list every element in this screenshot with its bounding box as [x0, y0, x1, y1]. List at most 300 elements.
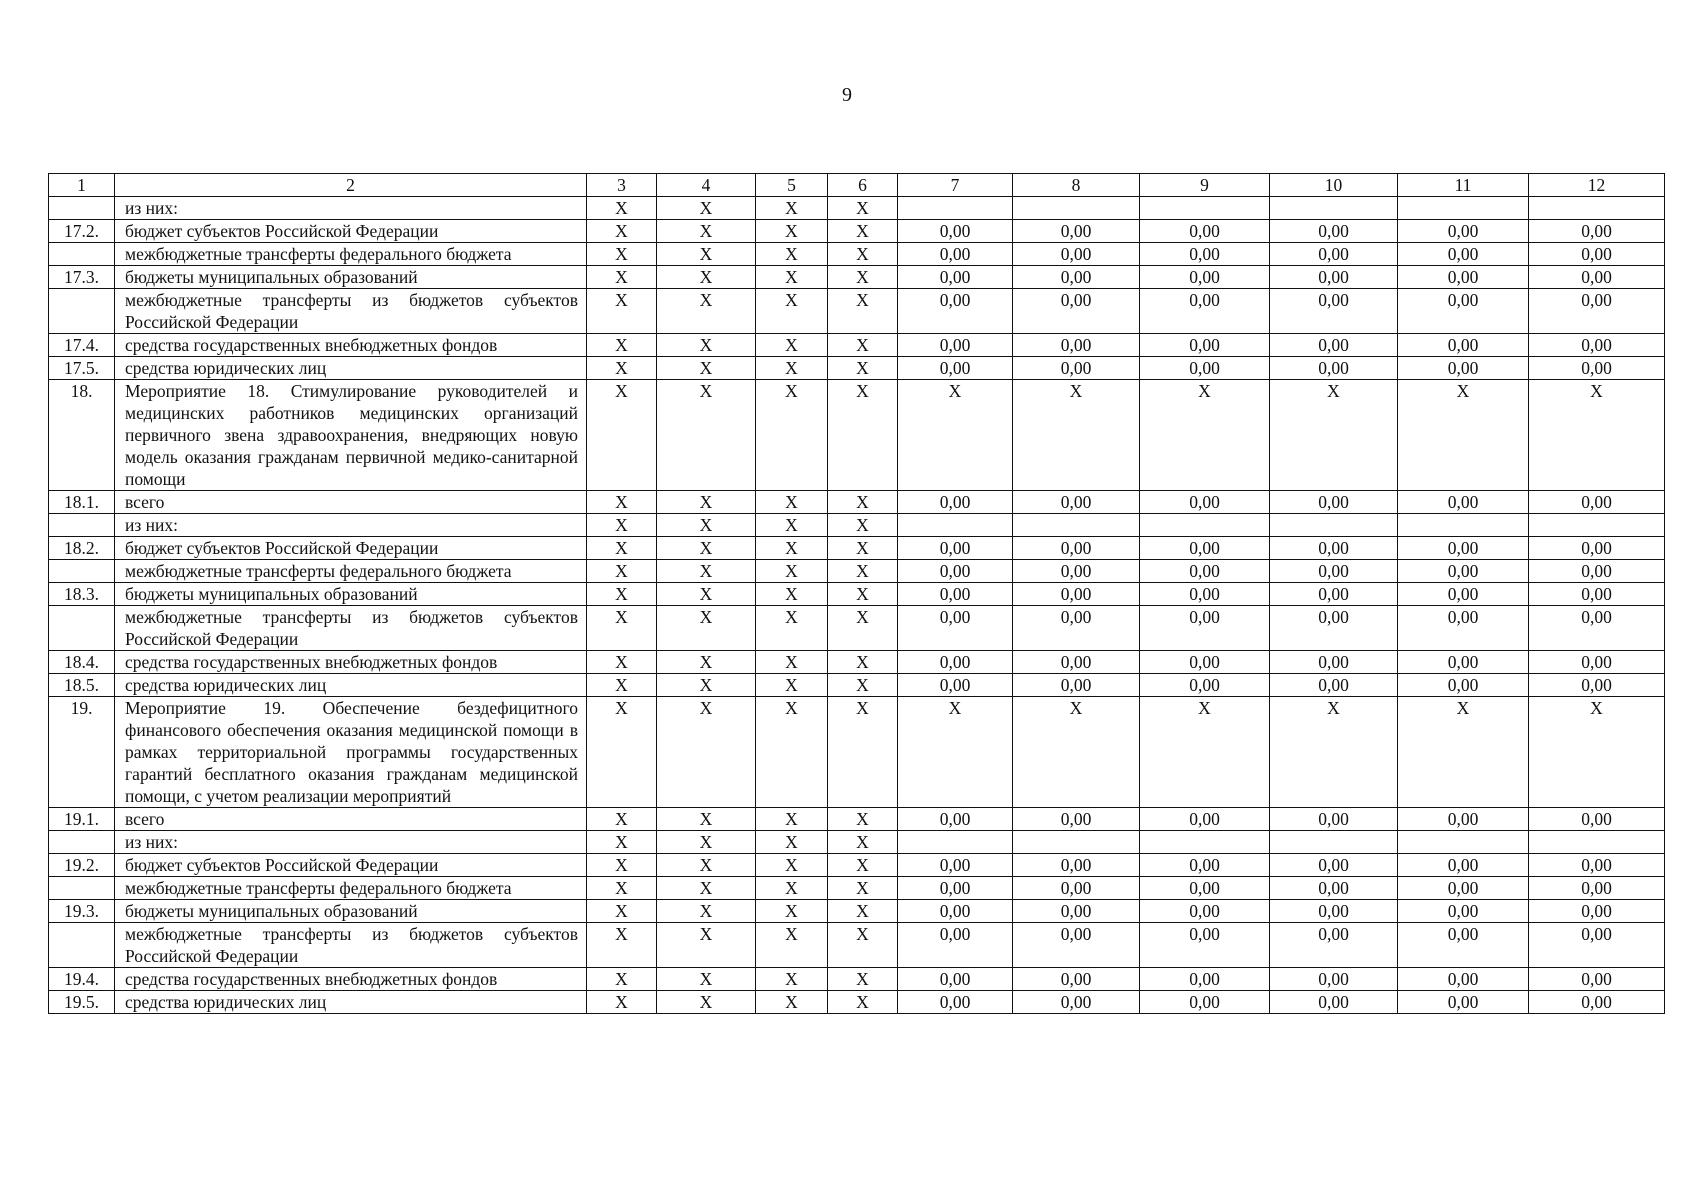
table-cell: X: [756, 583, 828, 606]
table-cell: 0,00: [898, 537, 1013, 560]
table-cell: 0,00: [1140, 583, 1270, 606]
table-cell: 0,00: [1398, 243, 1529, 266]
table-cell: X: [756, 491, 828, 514]
table-cell: X: [828, 877, 898, 900]
table-row: [49, 220, 1665, 243]
column-header: 12: [1529, 174, 1665, 197]
table-cell: 0,00: [1140, 651, 1270, 674]
table-cell: 0,00: [1398, 854, 1529, 877]
table-cell: 0,00: [1529, 334, 1665, 357]
table-cell: X: [657, 674, 756, 697]
table-cell: 0,00: [1529, 266, 1665, 289]
column-header: 1: [49, 174, 115, 197]
table-cell: X: [1013, 380, 1140, 491]
table-cell: 0,00: [1013, 266, 1140, 289]
table-cell: X: [898, 697, 1013, 808]
table-cell: 0,00: [898, 606, 1013, 651]
row-number: 18.: [49, 380, 115, 491]
table-cell: X: [828, 651, 898, 674]
table-cell: 0,00: [1140, 674, 1270, 697]
row-number: 17.4.: [49, 334, 115, 357]
table-cell: X: [587, 537, 657, 560]
table-row: [49, 923, 1665, 968]
table-cell: 0,00: [1270, 877, 1398, 900]
table-cell: X: [657, 243, 756, 266]
row-description: межбюджетные трансферты федерального бюджета: [115, 560, 587, 583]
table-cell: 0,00: [1398, 537, 1529, 560]
table-cell: [1529, 831, 1665, 854]
table-cell: 0,00: [1529, 583, 1665, 606]
row-number: 18.5.: [49, 674, 115, 697]
table-cell: X: [756, 334, 828, 357]
table-cell: X: [657, 831, 756, 854]
table-cell: X: [756, 243, 828, 266]
column-header: 4: [657, 174, 756, 197]
table-cell: 0,00: [1398, 900, 1529, 923]
table-cell: 0,00: [1270, 991, 1398, 1014]
table-cell: 0,00: [1270, 537, 1398, 560]
table-row: [49, 991, 1665, 1014]
table-cell: X: [1013, 697, 1140, 808]
row-description: средства государственных внебюджетных фондов: [115, 334, 587, 357]
table-cell: 0,00: [1398, 877, 1529, 900]
table-cell: 0,00: [1140, 357, 1270, 380]
table-cell: 0,00: [898, 900, 1013, 923]
table-cell: X: [756, 537, 828, 560]
table-cell: X: [898, 380, 1013, 491]
table-cell: 0,00: [1140, 560, 1270, 583]
table-cell: X: [828, 197, 898, 220]
table-cell: [1398, 831, 1529, 854]
table-cell: 0,00: [1529, 877, 1665, 900]
table-cell: X: [657, 334, 756, 357]
row-number: 18.1.: [49, 491, 115, 514]
table-cell: X: [587, 831, 657, 854]
table-cell: 0,00: [1529, 923, 1665, 968]
table-cell: X: [657, 877, 756, 900]
table-cell: [1140, 197, 1270, 220]
table-cell: 0,00: [1529, 289, 1665, 334]
table-cell: X: [756, 651, 828, 674]
table-cell: X: [657, 380, 756, 491]
table-cell: X: [756, 220, 828, 243]
table-cell: 0,00: [1140, 854, 1270, 877]
table-cell: X: [1140, 697, 1270, 808]
row-description: из них:: [115, 197, 587, 220]
table-cell: X: [657, 991, 756, 1014]
column-header: 3: [587, 174, 657, 197]
row-number: [49, 923, 115, 968]
row-description: всего: [115, 808, 587, 831]
table-cell: 0,00: [1140, 243, 1270, 266]
table-cell: 0,00: [1270, 334, 1398, 357]
table-cell: [1529, 197, 1665, 220]
table-cell: 0,00: [1013, 289, 1140, 334]
table-cell: 0,00: [1398, 220, 1529, 243]
table-cell: 0,00: [1013, 243, 1140, 266]
row-description: из них:: [115, 831, 587, 854]
table-row: [49, 537, 1665, 560]
column-header: 10: [1270, 174, 1398, 197]
row-description: бюджеты муниципальных образований: [115, 583, 587, 606]
row-number: 17.3.: [49, 266, 115, 289]
table-cell: X: [828, 991, 898, 1014]
table-row: [49, 289, 1665, 334]
table-cell: 0,00: [898, 491, 1013, 514]
table-cell: X: [756, 266, 828, 289]
table-cell: 0,00: [1398, 491, 1529, 514]
table-cell: 0,00: [898, 357, 1013, 380]
row-description: бюджет субъектов Российской Федерации: [115, 854, 587, 877]
table-cell: 0,00: [1013, 357, 1140, 380]
table-cell: 0,00: [1013, 651, 1140, 674]
row-number: 17.2.: [49, 220, 115, 243]
table-cell: 0,00: [898, 877, 1013, 900]
table-cell: 0,00: [1013, 583, 1140, 606]
row-description: межбюджетные трансферты из бюджетов субъектов Российской Федерации: [115, 606, 587, 651]
table-cell: X: [587, 491, 657, 514]
row-description: бюджеты муниципальных образований: [115, 266, 587, 289]
table-cell: X: [756, 560, 828, 583]
table-cell: 0,00: [1270, 491, 1398, 514]
table-cell: X: [657, 560, 756, 583]
table-cell: 0,00: [1398, 923, 1529, 968]
row-number: [49, 243, 115, 266]
table-cell: 0,00: [1270, 583, 1398, 606]
table-cell: X: [756, 831, 828, 854]
table-cell: 0,00: [1013, 560, 1140, 583]
table-cell: X: [756, 923, 828, 968]
row-description: средства юридических лиц: [115, 991, 587, 1014]
table-cell: X: [587, 968, 657, 991]
row-description: всего: [115, 491, 587, 514]
row-number: 18.3.: [49, 583, 115, 606]
table-cell: X: [756, 900, 828, 923]
table-cell: X: [657, 968, 756, 991]
row-description: межбюджетные трансферты из бюджетов субъектов Российской Федерации: [115, 923, 587, 968]
table-cell: X: [828, 289, 898, 334]
table-cell: X: [756, 808, 828, 831]
table-cell: X: [828, 357, 898, 380]
table-cell: 0,00: [1270, 808, 1398, 831]
table-cell: 0,00: [1398, 357, 1529, 380]
table-cell: 0,00: [898, 923, 1013, 968]
table-cell: X: [756, 877, 828, 900]
row-number: [49, 560, 115, 583]
table-cell: X: [828, 220, 898, 243]
row-number: [49, 606, 115, 651]
table-cell: 0,00: [1013, 808, 1140, 831]
table-cell: 0,00: [1529, 606, 1665, 651]
table-cell: X: [1398, 380, 1529, 491]
row-number: 17.5.: [49, 357, 115, 380]
table-cell: 0,00: [1398, 583, 1529, 606]
column-header: 5: [756, 174, 828, 197]
table-cell: X: [828, 923, 898, 968]
table-cell: X: [828, 697, 898, 808]
table-cell: X: [657, 854, 756, 877]
row-description: средства юридических лиц: [115, 674, 587, 697]
table-cell: X: [587, 583, 657, 606]
table-cell: X: [657, 923, 756, 968]
table-cell: 0,00: [1013, 900, 1140, 923]
row-description: межбюджетные трансферты из бюджетов субъектов Российской Федерации: [115, 289, 587, 334]
table-row: [49, 674, 1665, 697]
table-cell: 0,00: [1270, 289, 1398, 334]
table-cell: 0,00: [898, 560, 1013, 583]
table-cell: 0,00: [898, 289, 1013, 334]
table-cell: 0,00: [1529, 854, 1665, 877]
row-description: бюджет субъектов Российской Федерации: [115, 220, 587, 243]
table-cell: X: [657, 900, 756, 923]
table-cell: 0,00: [1013, 923, 1140, 968]
table-row: [49, 697, 1665, 808]
table-cell: X: [587, 808, 657, 831]
table-row: [49, 854, 1665, 877]
table-cell: [1140, 514, 1270, 537]
table-cell: 0,00: [1529, 491, 1665, 514]
table-cell: 0,00: [1013, 674, 1140, 697]
table-cell: [1270, 831, 1398, 854]
row-number: [49, 831, 115, 854]
table-cell: X: [828, 266, 898, 289]
row-number: 19.4.: [49, 968, 115, 991]
table-row: [49, 808, 1665, 831]
row-number: 18.2.: [49, 537, 115, 560]
table-cell: [1529, 514, 1665, 537]
row-number: 19.1.: [49, 808, 115, 831]
table-cell: 0,00: [898, 968, 1013, 991]
page-number: 9: [842, 84, 852, 106]
table-cell: X: [828, 968, 898, 991]
table-cell: 0,00: [1529, 560, 1665, 583]
row-number: [49, 289, 115, 334]
table-cell: 0,00: [1398, 560, 1529, 583]
table-cell: X: [587, 289, 657, 334]
table-cell: X: [657, 808, 756, 831]
table-row: [49, 334, 1665, 357]
table-cell: X: [587, 991, 657, 1014]
table-cell: X: [1529, 697, 1665, 808]
table-cell: X: [828, 583, 898, 606]
table-cell: X: [828, 380, 898, 491]
table-cell: [898, 831, 1013, 854]
table-cell: 0,00: [1529, 674, 1665, 697]
row-description: Мероприятие 18. Стимулирование руководителей и медицинских работников медицинских организаций первичного звена здравоохранения, внедряющих новую модель оказания гражданам первичной медико-санитарной помощи: [115, 380, 587, 491]
table-cell: X: [657, 491, 756, 514]
table-cell: X: [1270, 380, 1398, 491]
table-header-row: [49, 174, 1665, 197]
table-cell: 0,00: [1140, 491, 1270, 514]
table-cell: X: [756, 697, 828, 808]
table-cell: 0,00: [1529, 243, 1665, 266]
row-description: бюджет субъектов Российской Федерации: [115, 537, 587, 560]
table-cell: X: [657, 537, 756, 560]
row-description: средства юридических лиц: [115, 357, 587, 380]
table-cell: 0,00: [1398, 808, 1529, 831]
table-cell: X: [756, 968, 828, 991]
table-cell: [1013, 514, 1140, 537]
table-cell: [898, 197, 1013, 220]
table-cell: 0,00: [1270, 651, 1398, 674]
table-cell: [1398, 514, 1529, 537]
table-cell: X: [587, 560, 657, 583]
row-description: Мероприятие 19. Обеспечение бездефицитного финансового обеспечения оказания медицинской помощи в рамках территориальной программы государственных гарантий бесплатного оказания гражданам медицинской помощи, с учетом реализации мероприятий: [115, 697, 587, 808]
table-cell: X: [587, 197, 657, 220]
table-cell: 0,00: [1270, 243, 1398, 266]
table-cell: 0,00: [1140, 220, 1270, 243]
table-cell: 0,00: [1529, 537, 1665, 560]
table-cell: 0,00: [1140, 537, 1270, 560]
table-cell: 0,00: [898, 854, 1013, 877]
row-number: 18.4.: [49, 651, 115, 674]
table-cell: X: [657, 697, 756, 808]
table-cell: 0,00: [1140, 606, 1270, 651]
table-cell: X: [828, 560, 898, 583]
table-cell: X: [587, 357, 657, 380]
table-cell: X: [1140, 380, 1270, 491]
table-cell: X: [657, 583, 756, 606]
table-cell: [1398, 197, 1529, 220]
table-cell: X: [756, 380, 828, 491]
table-cell: 0,00: [1013, 968, 1140, 991]
table-cell: X: [828, 808, 898, 831]
table-cell: X: [657, 197, 756, 220]
table-cell: X: [587, 697, 657, 808]
table-cell: X: [828, 334, 898, 357]
table-cell: X: [657, 651, 756, 674]
table-cell: X: [828, 491, 898, 514]
row-description: бюджеты муниципальных образований: [115, 900, 587, 923]
table-cell: X: [657, 357, 756, 380]
table-cell: 0,00: [1140, 334, 1270, 357]
table-row: [49, 606, 1665, 651]
column-header: 8: [1013, 174, 1140, 197]
column-header: 11: [1398, 174, 1529, 197]
table-cell: 0,00: [1270, 560, 1398, 583]
table-cell: [1013, 197, 1140, 220]
table-cell: 0,00: [1529, 651, 1665, 674]
table-cell: 0,00: [898, 674, 1013, 697]
table-cell: X: [828, 900, 898, 923]
table-cell: X: [756, 357, 828, 380]
table-cell: X: [657, 289, 756, 334]
table-cell: 0,00: [1013, 877, 1140, 900]
table-cell: 0,00: [1013, 220, 1140, 243]
table-cell: X: [828, 674, 898, 697]
row-description: межбюджетные трансферты федерального бюджета: [115, 243, 587, 266]
table-cell: 0,00: [1529, 808, 1665, 831]
row-number: 19.: [49, 697, 115, 808]
table-cell: X: [756, 197, 828, 220]
table-cell: 0,00: [898, 583, 1013, 606]
table-row: [49, 514, 1665, 537]
table-cell: 0,00: [1398, 968, 1529, 991]
row-description: межбюджетные трансферты федерального бюджета: [115, 877, 587, 900]
row-number: 19.2.: [49, 854, 115, 877]
table-cell: 0,00: [1270, 606, 1398, 651]
table-cell: X: [828, 831, 898, 854]
budget-table: [48, 173, 1665, 1014]
row-description: средства государственных внебюджетных фондов: [115, 968, 587, 991]
table-cell: 0,00: [1529, 220, 1665, 243]
row-number: 19.5.: [49, 991, 115, 1014]
table-cell: [898, 514, 1013, 537]
table-cell: 0,00: [1270, 357, 1398, 380]
table-cell: 0,00: [1270, 968, 1398, 991]
column-header: 7: [898, 174, 1013, 197]
table-cell: 0,00: [1013, 491, 1140, 514]
table-cell: 0,00: [898, 220, 1013, 243]
table-cell: [1013, 831, 1140, 854]
column-header: 2: [115, 174, 587, 197]
row-number: [49, 197, 115, 220]
column-header: 9: [1140, 174, 1270, 197]
row-number: 19.3.: [49, 900, 115, 923]
table-cell: X: [657, 606, 756, 651]
table-cell: 0,00: [1398, 334, 1529, 357]
table-cell: X: [587, 514, 657, 537]
table-cell: 0,00: [1140, 266, 1270, 289]
table-cell: 0,00: [1270, 220, 1398, 243]
table-row: [49, 266, 1665, 289]
table-row: [49, 583, 1665, 606]
table-cell: 0,00: [1398, 651, 1529, 674]
table-cell: 0,00: [898, 243, 1013, 266]
table-cell: 0,00: [1140, 289, 1270, 334]
table-cell: 0,00: [1398, 606, 1529, 651]
row-number: [49, 514, 115, 537]
table-cell: [1270, 514, 1398, 537]
table-cell: X: [828, 537, 898, 560]
table-cell: 0,00: [898, 808, 1013, 831]
table-cell: 0,00: [1529, 900, 1665, 923]
table-cell: 0,00: [1398, 674, 1529, 697]
table-cell: X: [587, 877, 657, 900]
row-description: из них:: [115, 514, 587, 537]
table-cell: 0,00: [1398, 289, 1529, 334]
column-header: 6: [828, 174, 898, 197]
table-cell: X: [587, 380, 657, 491]
table-cell: X: [828, 606, 898, 651]
table-cell: 0,00: [1140, 991, 1270, 1014]
table-cell: X: [587, 900, 657, 923]
table-cell: X: [657, 220, 756, 243]
table-cell: X: [587, 266, 657, 289]
table-cell: X: [587, 923, 657, 968]
table-cell: 0,00: [1529, 357, 1665, 380]
table-cell: X: [756, 674, 828, 697]
table-cell: [1270, 197, 1398, 220]
row-description: средства государственных внебюджетных фондов: [115, 651, 587, 674]
table-cell: X: [828, 514, 898, 537]
table-row: [49, 197, 1665, 220]
table-cell: 0,00: [898, 991, 1013, 1014]
table-cell: X: [828, 854, 898, 877]
table-cell: 0,00: [1270, 674, 1398, 697]
table-cell: X: [587, 854, 657, 877]
table-row: [49, 560, 1665, 583]
table-row: [49, 380, 1665, 491]
table-cell: X: [756, 606, 828, 651]
table-cell: 0,00: [1140, 900, 1270, 923]
table-cell: 0,00: [1398, 266, 1529, 289]
table-cell: X: [587, 243, 657, 266]
table-cell: X: [657, 514, 756, 537]
table-cell: 0,00: [1013, 606, 1140, 651]
table-cell: 0,00: [1013, 334, 1140, 357]
table-cell: X: [587, 606, 657, 651]
